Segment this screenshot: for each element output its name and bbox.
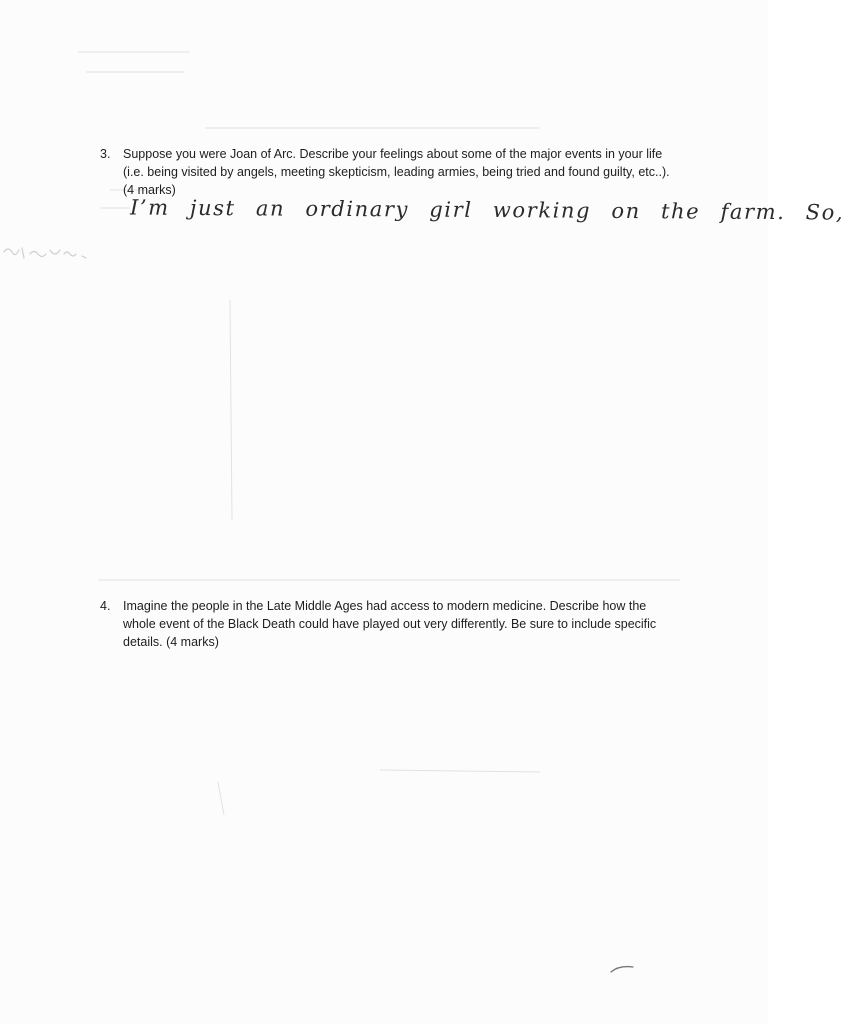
margin-pencil-scribble bbox=[0, 238, 95, 273]
question-3 bbox=[100, 145, 680, 199]
question-4 bbox=[100, 597, 680, 651]
question-4-text: Imagine the people in the Late Middle Ages had access to modern medicine. Describe how the whole event of the Black Death could have played out very differently. Be sure to include specific details. (4 marks) bbox=[123, 599, 657, 649]
question-3-text: Suppose you were Joan of Arc. Describe your feelings about some of the major events in your life (i.e. being visited by angels, meeting skepticism, leading armies, being tried and found guilty, etc..). (4 marks) bbox=[123, 147, 670, 197]
question-4-number: 4. bbox=[100, 599, 111, 613]
question-3-handwritten-answer: I’m just an ordinary girl working on the farm. So, bbox=[129, 195, 844, 225]
question-3-number: 3. bbox=[100, 147, 111, 161]
corner-pencil-stroke bbox=[608, 960, 638, 981]
